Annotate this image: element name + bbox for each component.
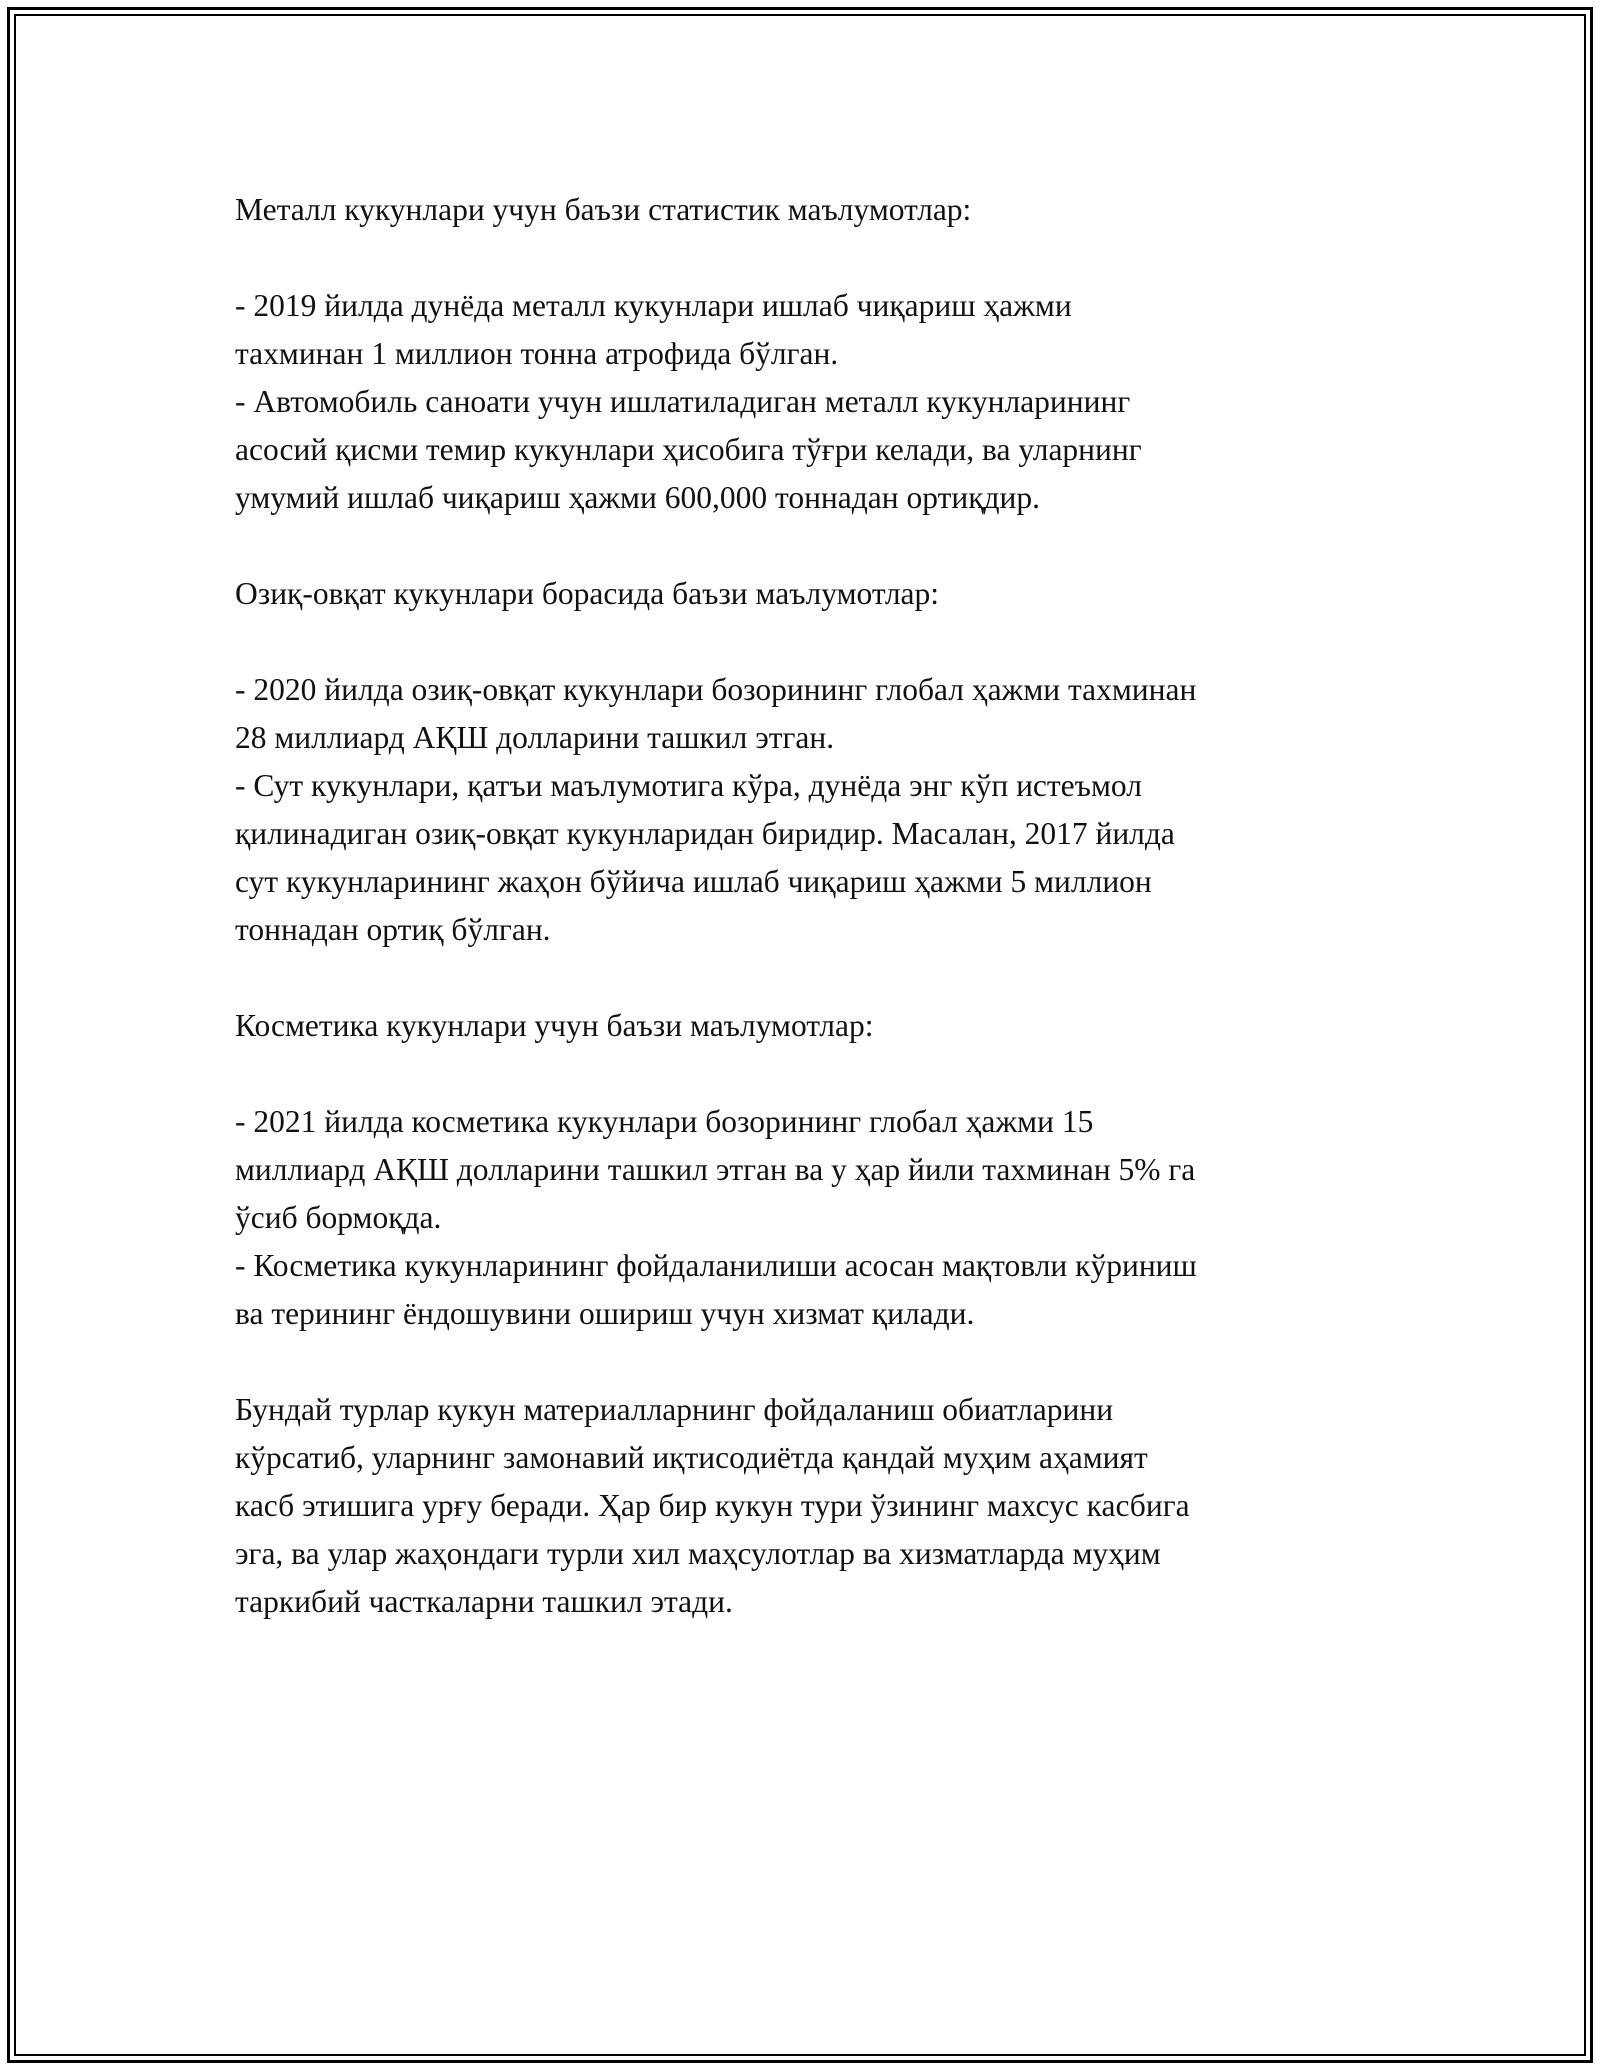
section-heading-cosmetic-powders: Косметика кукунлари учун баъзи маълумотлар: <box>235 1008 874 1043</box>
section-body-food-powders: - 2020 йилда озиқ-овқат кукунлари бозорининг глобал ҳажми тахминан 28 миллиард АҚШ долларини ташкил этган. - Сут кукунлари, қатъи маълумотига кўра, дунёда энг кўп истеъмол қилинадиган озиқ-овқат кукунларидан биридир. Масалан, 2017 йилда сут кукунларининг жаҳон бўйича ишлаб чиқариш ҳажми 5 миллион тоннадан ортиқ бўлган. <box>235 672 1197 947</box>
section-body-cosmetic-powders: - 2021 йилда косметика кукунлари бозорининг глобал ҳажми 15 миллиард АҚШ долларини ташкил этган ва у ҳар йили тахминан 5% га ўсиб бормоқда. - Косметика кукунларининг фойдаланилиши асосан мақтовли кўриниш ва терининг ёндошувини ошириш учун хизмат қилади. <box>235 1104 1197 1331</box>
section-heading-metal-powders: Металл кукунлари учун баъзи статистик маълумотлар: <box>235 192 972 227</box>
document-body <box>235 186 1365 1626</box>
section-heading-food-powders: Озиқ-овқат кукунлари борасида баъзи маълумотлар: <box>235 576 940 611</box>
section-body-metal-powders: - 2019 йилда дунёда металл кукунлари ишлаб чиқариш ҳажми тахминан 1 миллион тонна атрофида бўлган. - Автомобиль саноати учун ишлатиладиган металл кукунларининг асосий қисми темир кукунлари ҳисобига тўғри келади, ва уларнинг умумий ишлаб чиқариш ҳажми 600,000 тоннадан ортиқдир. <box>235 288 1142 515</box>
conclusion-paragraph: Бундай турлар кукун материалларнинг фойдаланиш обиатларини кўрсатиб, уларнинг замонавий иқтисодиётда қандай муҳим аҳамият касб этишига урғу беради. Ҳар бир кукун тури ўзининг махсус касбига эга, ва улар жаҳондаги турли хил маҳсулотлар ва хизматларда муҳим таркибий часткаларни ташкил этади. <box>235 1392 1190 1619</box>
